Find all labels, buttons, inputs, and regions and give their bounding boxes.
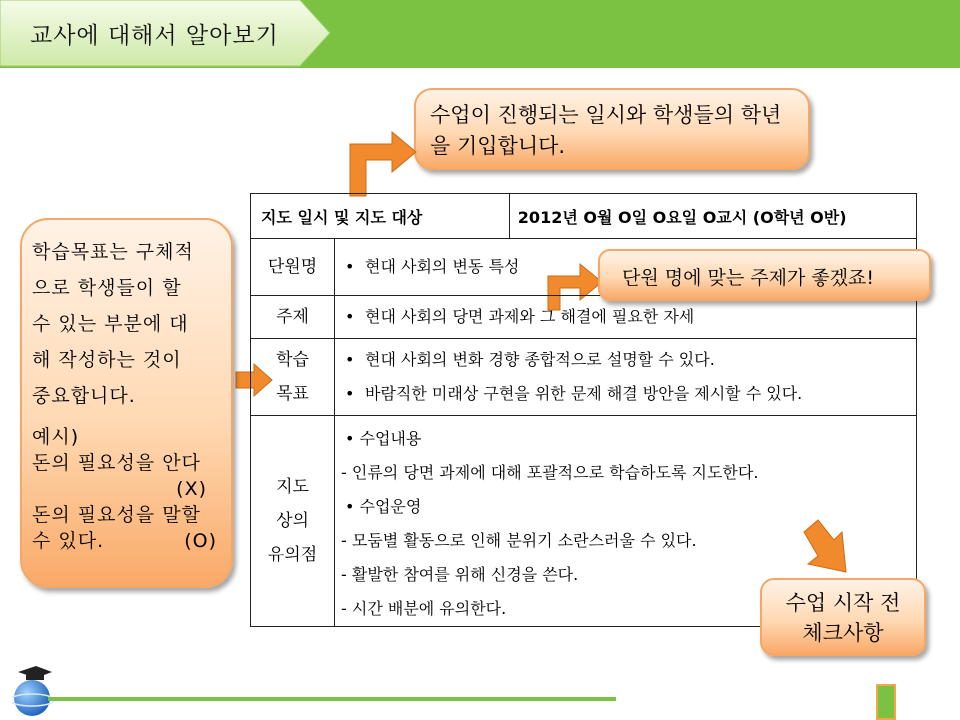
graduation-globe-icon [12,664,56,720]
list-item: • 현대 사회의 당면 과제와 그 해결에 필요한 자세 [345,307,695,326]
bent-arrow-up-right-icon [340,120,420,200]
row-label: 지도 상의 유의점 [251,416,335,627]
list-item: • 현대 사회의 변동 특성 [345,257,520,276]
list-item: - 시간 배분에 유의한다. [341,599,507,618]
row-label: 학습 목표 [251,339,335,416]
callout-topic-hint: 단원 명에 맞는 주제가 좋겠죠! [598,249,931,301]
list-item: - 인류의 당면 과제에 대해 포괄적으로 학습하도록 지도한다. [341,463,759,482]
list-item: - 활발한 참여를 위해 신경을 쓴다. [341,565,579,584]
row-label: 단원명 [251,239,335,296]
header-label: 지도 일시 및 지도 대상 [261,207,423,227]
table-header-row [251,194,917,239]
list-item: • 수업내용 [345,429,422,448]
footer-line [48,697,616,701]
callout-pre-class-check: 수업 시작 전 체크사항 [760,578,926,656]
list-item: • 수업운영 [345,497,422,516]
header-value: 2012년 O월 O일 O요일 O교시 (O학년 O반) [517,207,847,227]
list-item: - 모둠별 활동으로 인해 분위기 소란스러울 수 있다. [341,531,697,550]
callout-date-info: 수업이 진행되는 일시와 학생들의 학년을 기입합니다. [414,88,810,170]
list-item: • 현대 사회의 변화 경향 종합적으로 설명할 수 있다. [345,350,715,369]
table-row [251,339,917,416]
list-item: • 바람직한 미래상 구현을 위한 문제 해결 방안을 제시할 수 있다. [345,384,803,403]
example-block: 예시) 돈의 필요성을 안다 (X) 돈의 필요성을 말할 수 있다. (O) [32,426,217,552]
title-banner [0,0,330,66]
page-title: 교사에 대해서 알아보기 [30,23,279,49]
callout-learning-goal: 학습목표는 구체적 으로 학생들이 할 수 있는 부분에 대 해 작성하는 것이 중요합니다. 예시) 돈의 필요성을 안다 (X) 돈의 필요성을 말할 수 있다. (O) [20,218,233,588]
page-marker [876,684,896,720]
table-row [251,296,917,339]
row-label: 주제 [251,296,335,339]
